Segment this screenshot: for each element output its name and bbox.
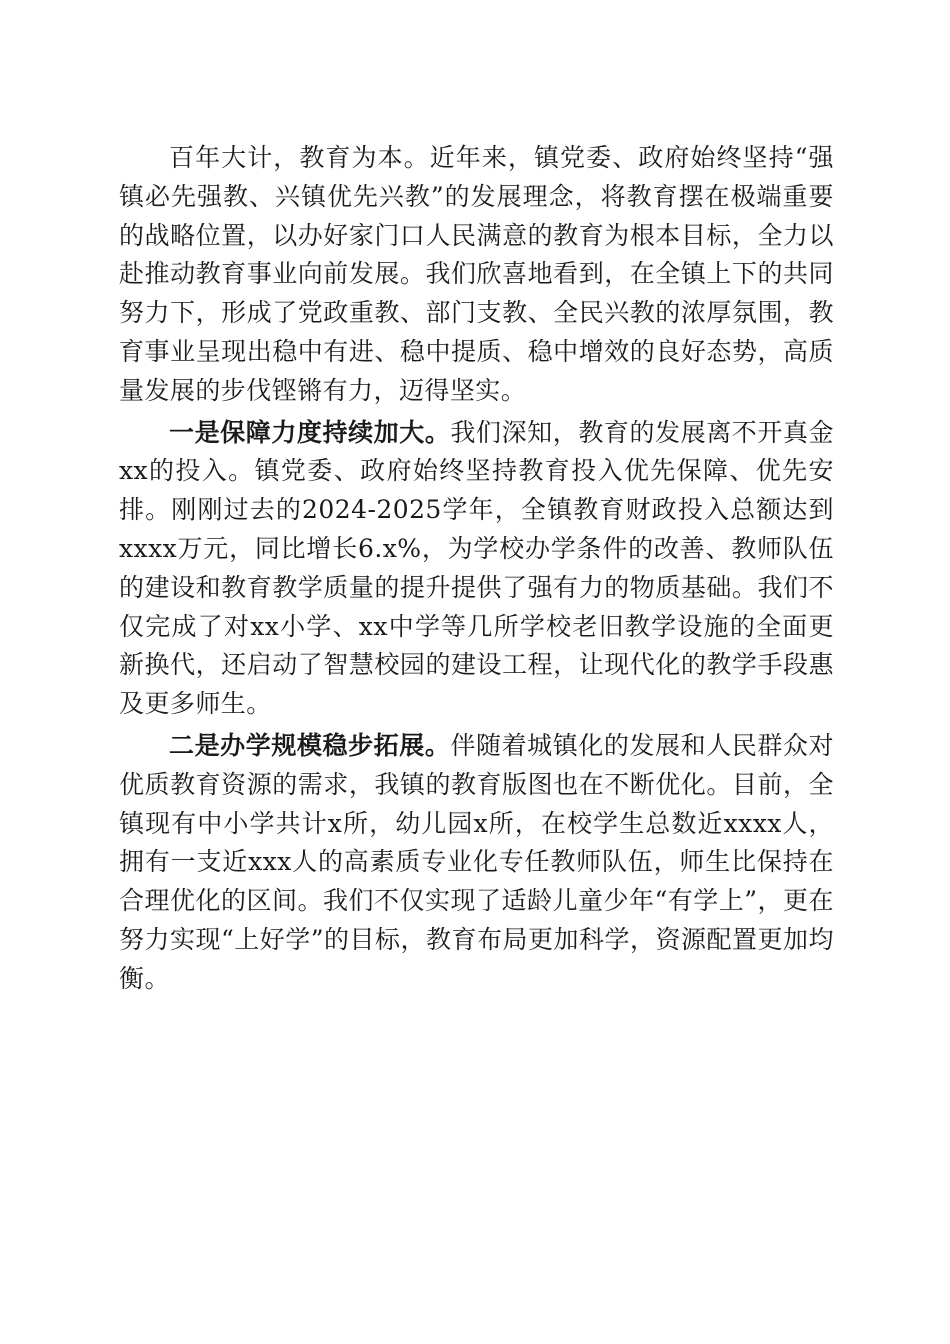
paragraph-funding [119, 414, 834, 724]
document-body [119, 139, 834, 999]
paragraph-text: 伴随着城镇化的发展和人民群众对优质教育资源的需求，我镇的教育版图也在不断优化。目前，全镇现有中小学共计x所，幼儿园x所，在校学生总数近xxxx人，拥有一支近xxx人的高素质专业化专任教师队伍，师生比保持在合理优化的区间。我们不仅实现了适龄儿童少年“有学上”，更在努力实现“上好学”的目标，教育布局更加科学，资源配置更加均衡。 [119, 730, 834, 993]
paragraph-lead: 二是办学规模稳步拓展。 [169, 730, 451, 760]
paragraph-intro [119, 139, 834, 411]
paragraph-text: 百年大计，教育为本。近年来，镇党委、政府始终坚持“强镇必先强教、兴镇优先兴教”的发展理念，将教育摆在极端重要的战略位置，以办好家门口人民满意的教育为根本目标，全力以赴推动教育事业向前发展。我们欣喜地看到，在全镇上下的共同努力下，形成了党政重教、部门支教、全民兴教的浓厚氛围，教育事业呈现出稳中有进、稳中提质、稳中增效的良好态势，高质量发展的步伐铿锵有力，迈得坚实。 [119, 143, 834, 405]
paragraph-lead: 一是保障力度持续加大。 [169, 417, 451, 447]
paragraph-scale [119, 727, 834, 999]
paragraph-text: 我们深知，教育的发展离不开真金xx的投入。镇党委、政府始终坚持教育投入优先保障、优先安排。刚刚过去的2024-2025学年，全镇教育财政投入总额达到xxxx万元，同比增长6.x%，为学校办学条件的改善、教师队伍的建设和教育教学质量的提升提供了强有力的物质基础。我们不仅完成了对xx小学、xx中学等几所学校老旧教学设施的全面更新换代，还启动了智慧校园的建设工程，让现代化的教学手段惠及更多师生。 [119, 417, 834, 719]
